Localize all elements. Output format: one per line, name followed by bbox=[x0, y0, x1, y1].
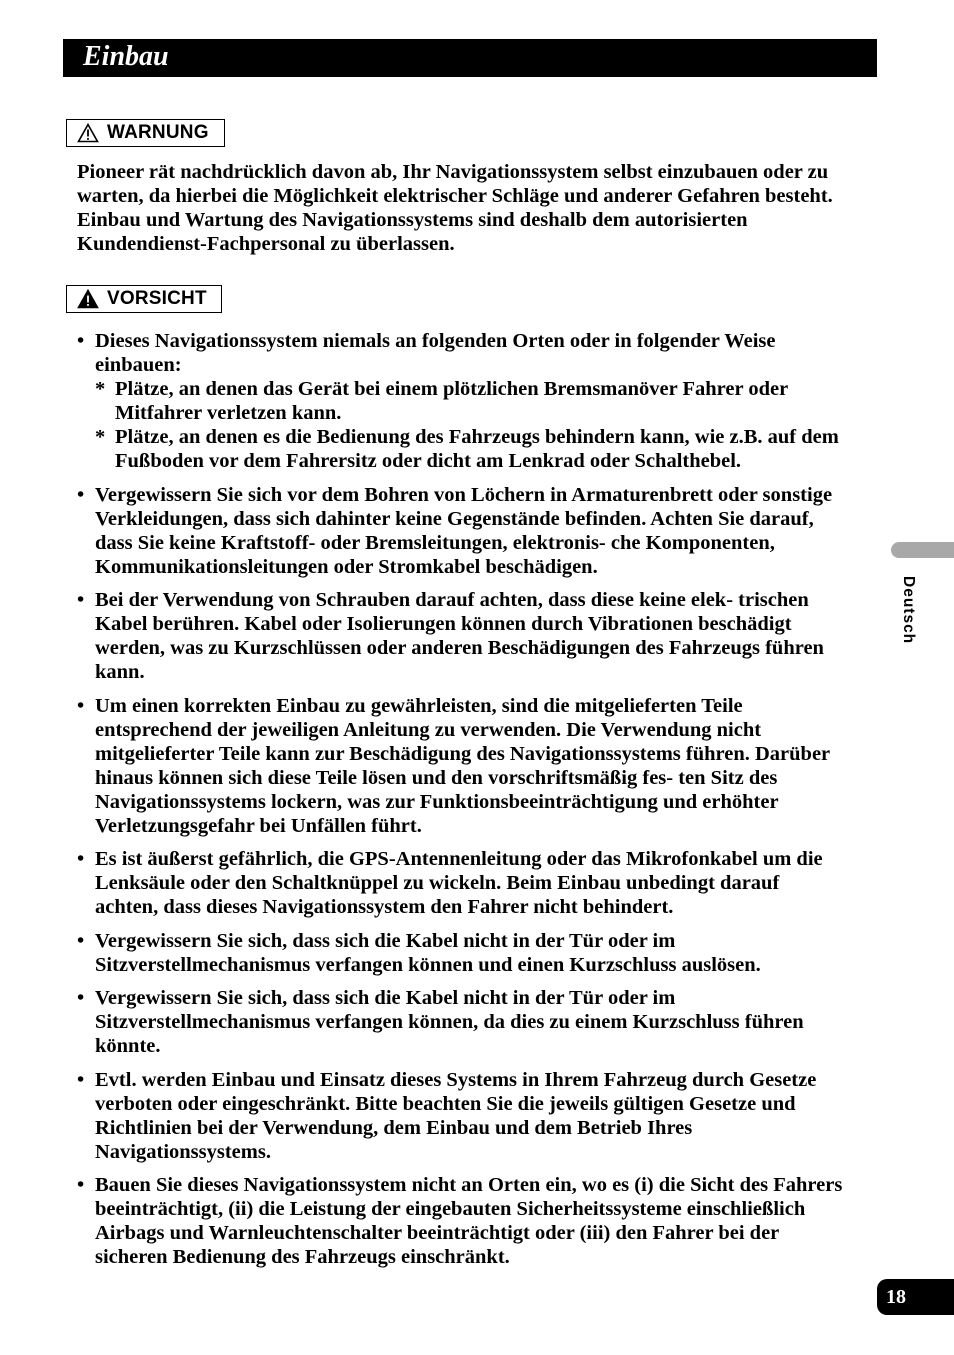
list-item: • Vergewissern Sie sich vor dem Bohren von Löchern in Armaturenbrett oder sonstige Verkleidungen, dass sich dahinter keine Gegenstände befinden. Achten Sie darauf, dass Sie keine Kraftstoff- oder Bremsleitungen, elektronis- che Komponenten, Kommunikationsleitungen oder Stromkabel beschädigen. bbox=[77, 483, 847, 579]
list-item: • Bauen Sie dieses Navigationssystem nicht an Orten ein, wo es (i) die Sicht des Fahrers beeinträchtigt, (ii) die Leistung der eingebauten Sicherheitssysteme einschließlich Airbags und Warnleuchtenschalter beeinträchtigt oder (iii) den Fahrer bei der sicheren Bedienung des Fahrzeugs einschränkt. bbox=[77, 1173, 847, 1269]
language-tab-marker bbox=[891, 542, 954, 558]
sub-list-item: * Plätze, an denen es die Bedienung des Fahrzeugs behindern kann, wie z.B. auf dem Fußboden vor dem Fahrersitz oder dicht am Lenkrad oder Schalthebel. bbox=[95, 425, 847, 473]
caution-badge bbox=[66, 285, 222, 313]
caution-label: VORSICHT bbox=[107, 288, 207, 309]
list-item: • Es ist äußerst gefährlich, die GPS-Antennenleitung oder das Mikrofonkabel um die Lenksäule oder den Schaltknüppel zu wickeln. Beim Einbau unbedingt darauf achten, dass dieses Navigationssystem den Fahrer nicht behindert. bbox=[77, 847, 847, 919]
warning-label: WARNUNG bbox=[107, 122, 209, 143]
warning-badge bbox=[66, 119, 225, 147]
warning-triangle-icon bbox=[77, 123, 99, 143]
list-item: • Vergewissern Sie sich, dass sich die Kabel nicht in der Tür oder im Sitzverstellmechanismus verfangen können und einen Kurzschluss auslösen. bbox=[77, 929, 847, 977]
language-tab-label: Deutsch bbox=[900, 576, 917, 645]
caution-list bbox=[77, 329, 847, 1279]
sub-list bbox=[95, 377, 847, 473]
list-item-text: Dieses Navigationssystem niemals an folgenden Orten oder in folgender Weise einbauen: bbox=[95, 330, 776, 376]
warning-text: Pioneer rät nachdrücklich davon ab, Ihr Navigationssystem selbst einzubauen oder zu warten, da hierbei die Möglichkeit elektrischer Schläge und anderer Gefahren besteht. Einbau und Wartung des Navigationssystems sind deshalb dem autorisierten Kundendienst-Fachpersonal zu überlassen. bbox=[77, 161, 833, 255]
list-item bbox=[77, 329, 847, 473]
page-number-badge bbox=[877, 1279, 954, 1315]
list-item: • Vergewissern Sie sich, dass sich die Kabel nicht in der Tür oder im Sitzverstellmechanismus verfangen können, da dies zu einem Kurzschluss führen könnte. bbox=[77, 986, 847, 1058]
page-number: 18 bbox=[886, 1286, 906, 1308]
list-item: • Bei der Verwendung von Schrauben darauf achten, dass diese keine elek- trischen Kabel berühren. Kabel oder Isolierungen können durch Vibrationen beschädigt werden, was zu Kurzschlüssen oder anderen Beschädigungen des Fahrzeugs führen kann. bbox=[77, 588, 847, 684]
page-title-bar bbox=[63, 39, 877, 77]
caution-triangle-icon bbox=[77, 289, 99, 309]
list-item: • Um einen korrekten Einbau zu gewährleisten, sind die mitgelieferten Teile entsprechend der jeweiligen Anleitung zu verwenden. Die Verwendung nicht mitgelieferter Teile kann zur Beschädigung des Navigationssystems führen. Darüber hinaus können sich diese Teile lösen und den vorschriftsmäßig fes- ten Sitz des Navigationssystems lockern, was zur Funktionsbeeinträchtigung und erhöhter Verletzungsgefahr bei Unfällen führt. bbox=[77, 694, 847, 838]
sub-list-item: * Plätze, an denen das Gerät bei einem plötzlichen Bremsmanöver Fahrer oder Mitfahrer verletzen kann. bbox=[95, 377, 847, 425]
page-title: Einbau bbox=[83, 41, 169, 72]
list-item: • Evtl. werden Einbau und Einsatz dieses Systems in Ihrem Fahrzeug durch Gesetze verboten oder eingeschränkt. Bitte beachten Sie die jeweils gültigen Gesetze und Richtlinien bei der Verwendung, dem Einbau und dem Betrieb Ihres Navigationssystems. bbox=[77, 1068, 847, 1164]
